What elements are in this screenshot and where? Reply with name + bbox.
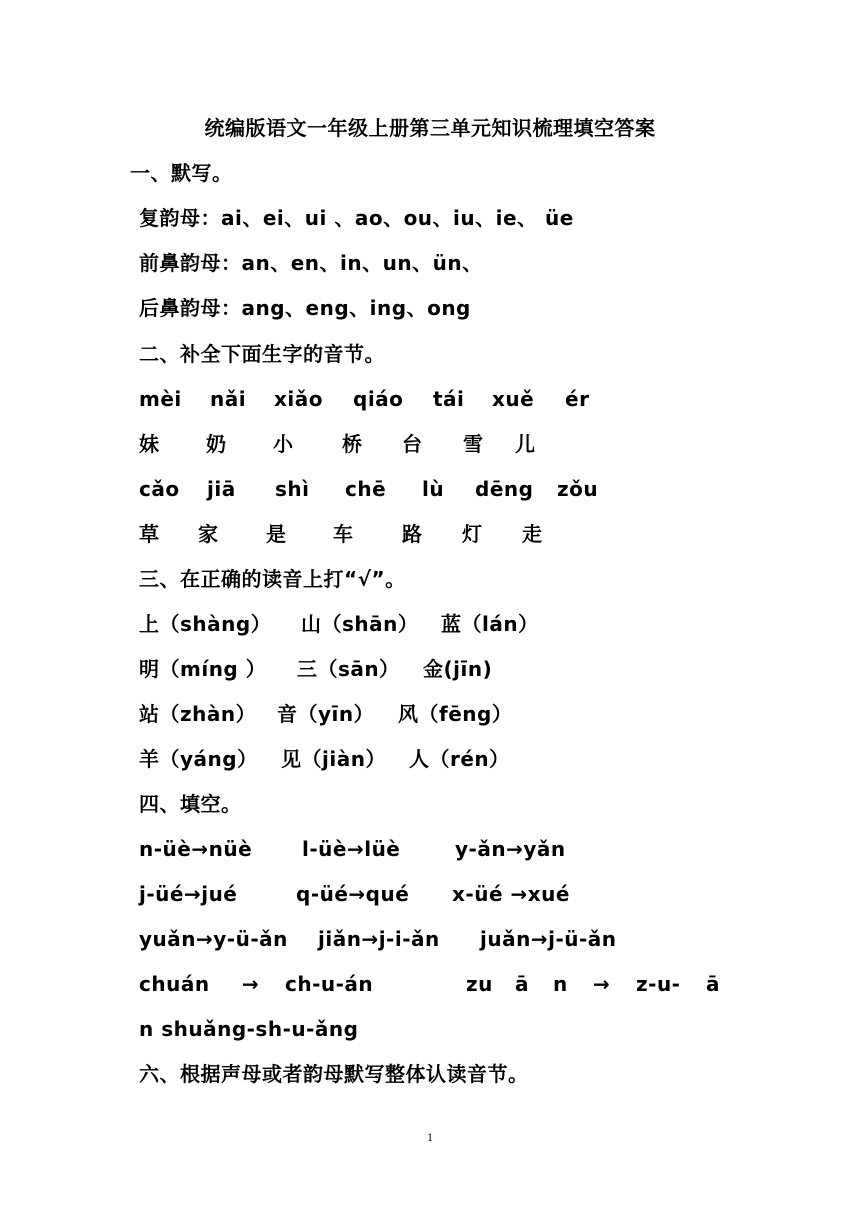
reading-row-4 (0, 747, 860, 771)
fill-item: ā (515, 972, 529, 996)
reading-row-2 (0, 657, 860, 681)
pinyin-row-1 (0, 387, 860, 411)
reading-item: 人（rén） (409, 747, 510, 771)
pinyin-cell: qiáo (353, 387, 404, 411)
section-1-heading: 一、默写。 (130, 161, 233, 185)
reading-item: 见（jiàn） (281, 747, 386, 771)
character-cell: 草 (139, 522, 160, 546)
pinyin-cell: dēng (475, 477, 534, 501)
back-nasal-finals-line: 后鼻韵母：ang、eng、ing、ong (139, 296, 471, 320)
fill-item: j-üé→jué (139, 882, 238, 906)
section-3-heading: 三、在正确的读音上打“√”。 (139, 567, 406, 591)
pinyin-cell: chē (345, 477, 387, 501)
reading-item: 蓝（lán） (441, 612, 539, 636)
fill-row-1 (0, 837, 860, 861)
pinyin-cell: zǒu (557, 477, 599, 501)
fill-item: jiǎn→j-i-ǎn (318, 927, 440, 951)
pinyin-cell: jiā (207, 477, 236, 501)
reading-row-1 (0, 612, 860, 636)
reading-item: 羊（yáng） (139, 747, 258, 771)
compound-finals-line: 复韵母：ai、ei、ui 、ao、ou、iu、ie、 üe (139, 206, 574, 230)
character-cell: 家 (198, 522, 219, 546)
pinyin-cell: lù (422, 477, 445, 501)
fill-item: ch-u-án (285, 972, 374, 996)
fill-item: q-üé→qué (296, 882, 410, 906)
section-4-heading: 四、填空。 (139, 792, 242, 816)
character-cell: 桥 (342, 432, 363, 456)
fill-item: l-üè→lüè (302, 837, 401, 861)
fill-row-4 (0, 972, 860, 996)
reading-item: 金(jīn) (423, 657, 493, 681)
character-cell: 灯 (462, 522, 483, 546)
arrow: → (242, 972, 260, 996)
character-cell: 台 (402, 432, 423, 456)
character-cell: 奶 (206, 432, 227, 456)
fill-item: ā (706, 972, 720, 996)
fill-item: x-üé →xué (452, 882, 570, 906)
fill-item: zu (466, 972, 493, 996)
reading-row-3 (0, 702, 860, 726)
fill-item: y-ǎn→yǎn (455, 837, 566, 861)
pinyin-cell: cǎo (139, 477, 180, 501)
character-cell: 车 (333, 522, 354, 546)
pinyin-cell: xuě (492, 387, 535, 411)
pinyin-cell: shì (275, 477, 310, 501)
pinyin-row-2 (0, 477, 860, 501)
character-row-2 (0, 522, 860, 546)
character-cell: 妹 (139, 432, 160, 456)
reading-item: 音（yīn） (277, 702, 375, 726)
fill-item: juǎn→j-ü-ǎn (480, 927, 617, 951)
fill-item: chuán (139, 972, 210, 996)
fill-row-5: n shuǎng-sh-u-ǎng (139, 1017, 359, 1041)
section-2-heading: 二、补全下面生字的音节。 (139, 342, 385, 366)
document-title: 统编版语文一年级上册第三单元知识梳理填空答案 (204, 116, 656, 140)
fill-item: n-üè→nüè (139, 837, 253, 861)
reading-item: 站（zhàn） (139, 702, 257, 726)
reading-item: 明（míng ） (139, 657, 267, 681)
fill-row-2 (0, 882, 860, 906)
reading-item: 山（shān） (301, 612, 419, 636)
character-cell: 走 (522, 522, 543, 546)
character-cell: 是 (266, 522, 287, 546)
fill-row-3 (0, 927, 860, 951)
fill-item: yuǎn→y-ü-ǎn (139, 927, 288, 951)
character-cell: 儿 (515, 432, 536, 456)
front-nasal-finals-line: 前鼻韵母：an、en、in、un、ün、 (139, 251, 483, 275)
arrow: → (593, 972, 611, 996)
character-cell: 雪 (463, 432, 484, 456)
pinyin-cell: tái (433, 387, 465, 411)
fill-item: z-u- (636, 972, 681, 996)
reading-item: 三（sān） (297, 657, 400, 681)
pinyin-cell: ér (565, 387, 590, 411)
pinyin-cell: mèi (139, 387, 182, 411)
pinyin-cell: xiǎo (274, 387, 323, 411)
pinyin-cell: nǎi (210, 387, 247, 411)
character-cell: 路 (402, 522, 423, 546)
reading-item: 上（shàng） (139, 612, 272, 636)
section-6-heading: 六、根据声母或者韵母默写整体认读音节。 (139, 1062, 529, 1086)
character-cell: 小 (273, 432, 294, 456)
page-number: 1 (427, 1130, 433, 1144)
fill-item: n (553, 972, 568, 996)
reading-item: 风（fēng） (398, 702, 513, 726)
character-row-1 (0, 432, 860, 456)
